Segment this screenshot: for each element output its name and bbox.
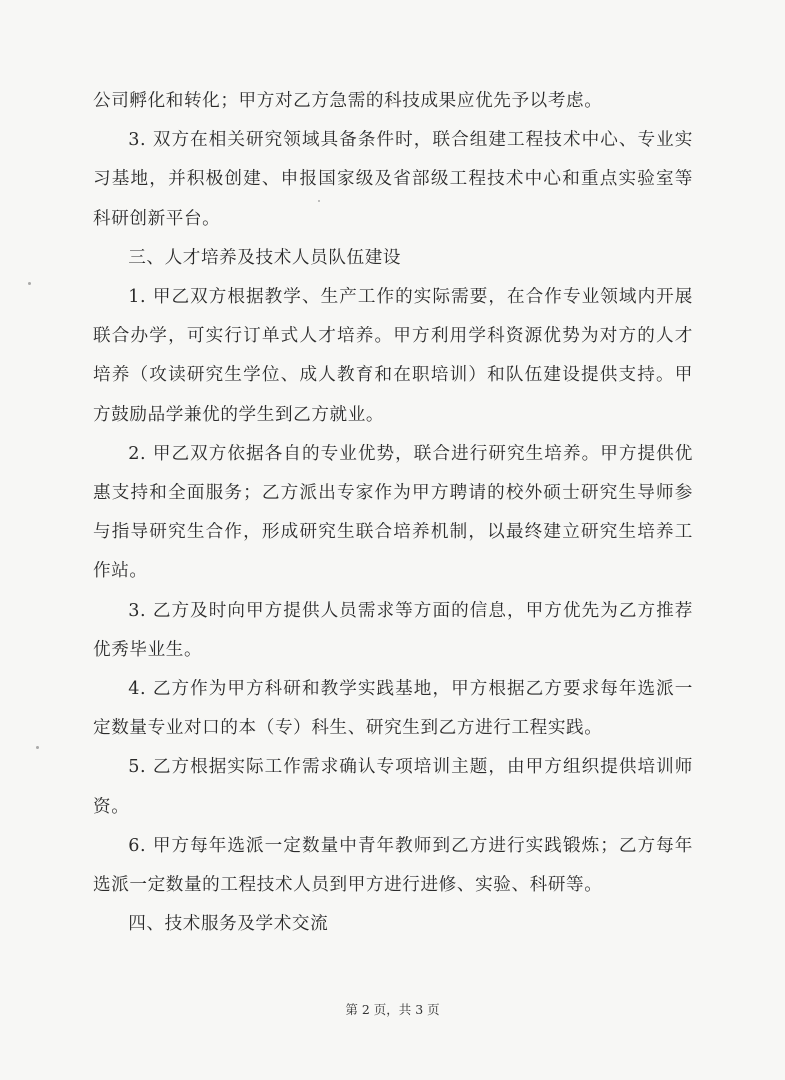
paragraph-item-4-practice-base: 4. 乙方作为甲方科研和教学实践基地，甲方根据乙方要求每年选派一定数量专业对口的本（专）科生、研究生到乙方进行工程实践。 <box>93 679 693 739</box>
paragraph-item-2-graduate-training: 2. 甲乙双方依据各自的专业优势，联合进行研究生培养。甲方提供优惠支持和全面服务；乙方派出专家作为甲方聘请的校外硕士研究生导师参与指导研究生合作，形成研究生联合培养机制，以最终建立研究生培养工作站。 <box>93 443 693 582</box>
paragraph-item-5-training: 5. 乙方根据实际工作需求确认专项培训主题，由甲方组织提供培训师资。 <box>93 757 693 817</box>
paragraph-item-3-recruitment: 3. 乙方及时向甲方提供人员需求等方面的信息，甲方优先为乙方推荐优秀毕业生。 <box>93 600 693 660</box>
paragraph-continuation: 公司孵化和转化；甲方对乙方急需的科技成果应优先予以考虑。 <box>93 91 603 111</box>
section-heading-talent-training: 三、人才培养及技术人员队伍建设 <box>128 247 402 268</box>
page-number-footer: 第 2 页，共 3 页 <box>345 1002 440 1017</box>
paragraph-item-6-exchange: 6. 甲方每年选派一定数量中青年教师到乙方进行实践锻炼；乙方每年选派一定数量的工程技术人员到甲方进行进修、实验、科研等。 <box>93 835 693 896</box>
paragraph-item-3-platforms: 3. 双方在相关研究领域具备条件时，联合组建工程技术中心、专业实习基地，并积极创建、申报国家级及省部级工程技术中心和重点实验室等科研创新平台。 <box>93 130 693 229</box>
paragraph-item-1-joint-schooling: 1. 甲乙双方根据教学、生产工作的实际需要，在合作专业领域内开展联合办学，可实行订单式人才培养。甲方利用学科资源优势为对方的人才培养（攻读研究生学位、成人教育和在职培训）和队伍建设提供支持。甲方鼓励品学兼优的学生到乙方就业。 <box>93 287 693 425</box>
section-heading-technical-services: 四、技术服务及学术交流 <box>128 914 329 935</box>
document-body <box>93 82 693 944</box>
